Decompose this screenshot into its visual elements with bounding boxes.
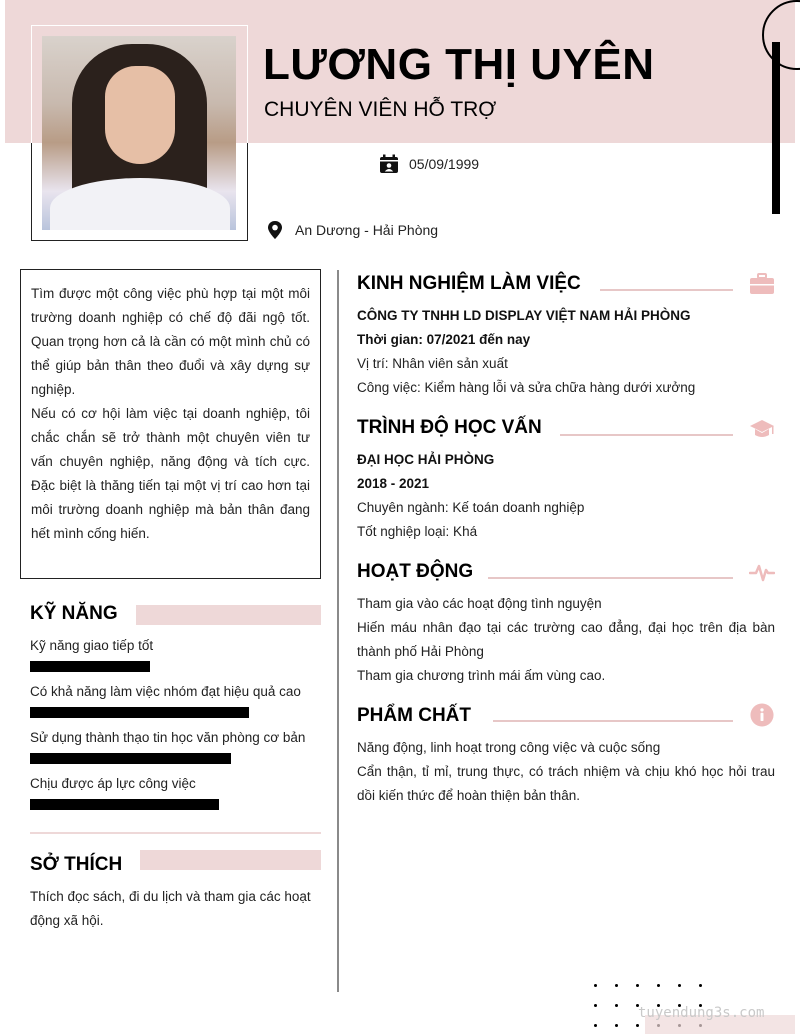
- decoration-dot: [699, 984, 702, 987]
- education-years: 2018 - 2021: [357, 476, 430, 491]
- skill-label-3: Sử dụng thành thạo tin học văn phòng cơ bản: [30, 730, 306, 745]
- skill-bar-4: [30, 799, 219, 810]
- hobbies-line-1: Thích đọc sách, đi du lịch và tham gia các hoạt: [30, 889, 311, 904]
- skill-bar-1: [30, 661, 150, 672]
- decoration-dot: [615, 1004, 618, 1007]
- birthdate-value: 05/09/1999: [409, 156, 480, 172]
- career-objective-box: [20, 269, 321, 579]
- experience-heading: KINH NGHIỆM LÀM VIỆC: [357, 273, 581, 294]
- hobbies-line-2: động xã hội.: [30, 913, 104, 928]
- decoration-dot: [657, 984, 660, 987]
- skills-heading-bar: [136, 605, 321, 625]
- calendar-icon: [379, 154, 399, 174]
- decoration-dot: [636, 1024, 639, 1027]
- decoration-dot: [678, 984, 681, 987]
- experience-position: Vị trí: Nhân viên sản xuất: [357, 356, 508, 371]
- activities-line-3: Tham gia chương trình mái ấm vùng cao.: [357, 668, 606, 683]
- graduation-cap-icon: [749, 417, 775, 441]
- qualities-line-2: Cẩn thận, tỉ mỉ, trung thực, có trách nhiệm và chịu khó học hỏi trau dồi kiến thức để hoàn thiện bản thân.: [357, 764, 775, 803]
- vertical-bar-decoration: [772, 42, 780, 214]
- column-divider: [337, 270, 339, 992]
- activities-line-2: Hiến máu nhân đạo tại các trường cao đẳng, đại học trên địa bàn thành phố Hải Phòng: [357, 620, 775, 659]
- skill-label-4: Chịu được áp lực công việc: [30, 776, 196, 791]
- hobbies-heading: SỞ THÍCH: [30, 854, 123, 875]
- experience-company: CÔNG TY TNHH LD DISPLAY VIỆT NAM HẢI PHÒNG: [357, 308, 691, 323]
- objective-paragraph-2: Nếu có cơ hội làm việc tại doanh nghiệp, tôi chắc chắn sẽ trở thành một chuyên viên tư vấn chuyên nghiệp, năng động và tích cực. Đặc biệt là thăng tiến tại một vị trí cao hơn tại môi trường doanh nghiệp mà bản thân đang hết mình cống hiến.: [31, 406, 310, 541]
- qualities-line-1: Năng động, linh hoạt trong công việc và cuộc sống: [357, 740, 661, 755]
- candidate-name: LƯƠNG THỊ UYÊN: [263, 40, 655, 89]
- decoration-dot: [594, 1004, 597, 1007]
- pulse-icon: [749, 561, 775, 585]
- decoration-dot: [594, 1024, 597, 1027]
- skill-bar-3: [30, 753, 231, 764]
- skills-heading: KỸ NĂNG: [30, 603, 118, 624]
- skill-label-2: Có khả năng làm việc nhóm đạt hiệu quả cao: [30, 684, 301, 699]
- skills-divider: [30, 832, 321, 834]
- experience-period: Thời gian: 07/2021 đến nay: [357, 332, 531, 347]
- education-school: ĐẠI HỌC HẢI PHÒNG: [357, 452, 495, 467]
- job-title: CHUYÊN VIÊN HỖ TRỢ: [264, 98, 497, 121]
- watermark: tuyendung3s.com: [638, 1005, 765, 1021]
- decoration-dot: [615, 984, 618, 987]
- activities-line-1: Tham gia vào các hoạt động tình nguyện: [357, 596, 602, 611]
- education-heading: TRÌNH ĐỘ HỌC VẤN: [357, 417, 542, 438]
- activities-heading-line: [488, 577, 733, 579]
- skill-bar-2: [30, 707, 249, 718]
- address-value: An Dương - Hải Phòng: [295, 222, 439, 238]
- birthdate-row: [379, 154, 479, 174]
- skill-label-1: Kỹ năng giao tiếp tốt: [30, 638, 154, 653]
- education-heading-line: [560, 434, 733, 436]
- education-grade: Tốt nghiệp loại: Khá: [357, 524, 478, 539]
- activities-heading: HOẠT ĐỘNG: [357, 561, 474, 582]
- objective-paragraph-1: Tìm được một công việc phù hợp tại một môi trường doanh nghiệp có chế độ đãi ngộ tốt. Quan trọng hơn cả là cần có một mình chủ có thể giúp bản thân theo đuổi và xây dựng sự nghiệp.: [31, 286, 310, 397]
- experience-heading-line: [600, 289, 733, 291]
- hobbies-heading-bar: [140, 850, 321, 870]
- avatar: [42, 36, 236, 230]
- decoration-dot: [615, 1024, 618, 1027]
- briefcase-icon: [749, 272, 775, 296]
- decoration-dot: [594, 984, 597, 987]
- education-major: Chuyên ngành: Kế toán doanh nghiệp: [357, 500, 585, 515]
- decoration-dot: [636, 984, 639, 987]
- location-pin-icon: [265, 220, 285, 240]
- address-row: [265, 220, 438, 240]
- qualities-heading-line: [493, 720, 733, 722]
- experience-work: Công việc: Kiểm hàng lỗi và sửa chữa hàng dưới xưởng: [357, 380, 696, 395]
- info-icon: [749, 703, 775, 727]
- qualities-heading: PHẨM CHẤT: [357, 705, 471, 726]
